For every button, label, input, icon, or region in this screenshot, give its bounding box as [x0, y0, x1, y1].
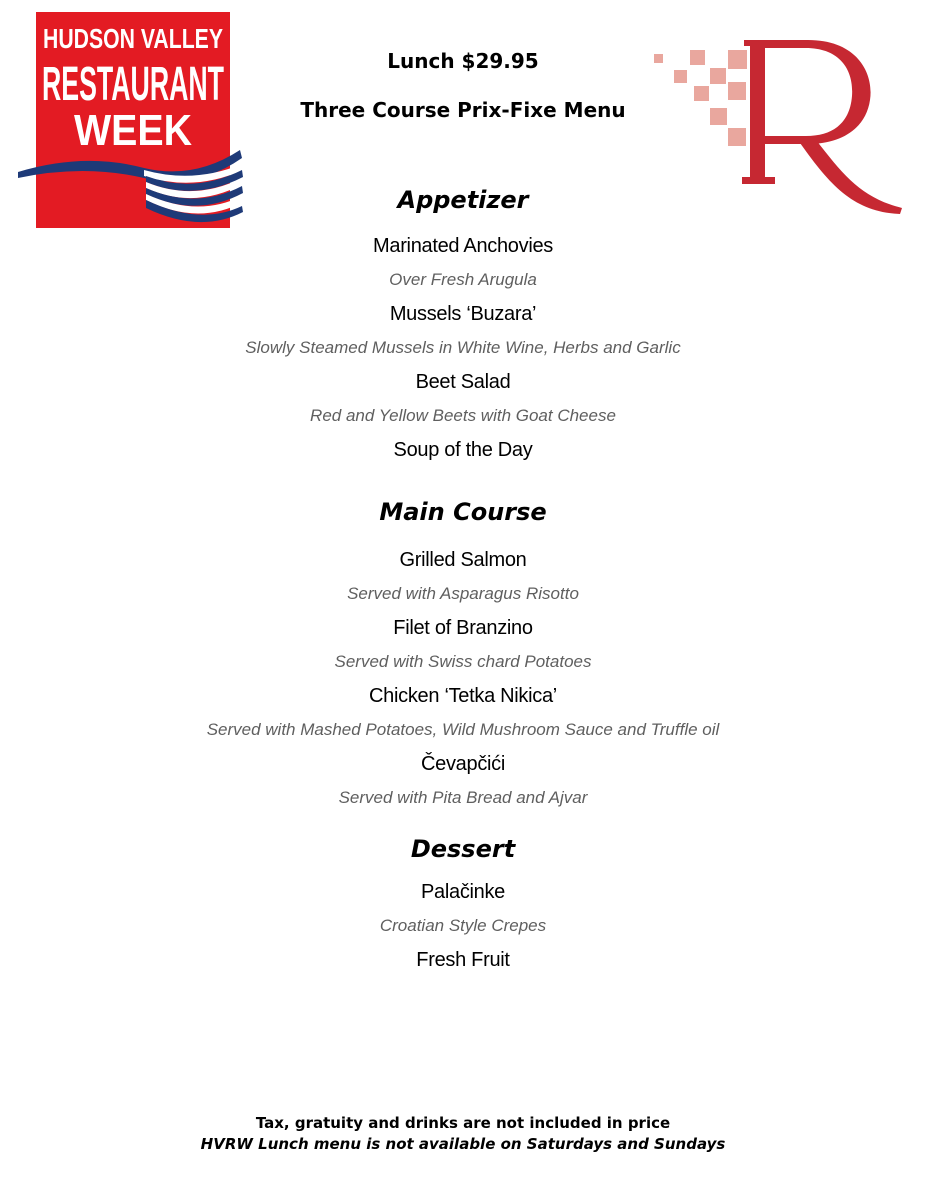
menu-item-name: Marinated Anchovies — [373, 235, 553, 257]
footer-note-pricing: Tax, gratuity and drinks are not included in price — [255, 1114, 671, 1132]
menu-item-description: Served with Mashed Potatoes, Wild Mushroom Sauce and Truffle oil — [206, 720, 720, 739]
menu-item-name: Palačinke — [420, 881, 506, 903]
menu-item-description: Served with Pita Bread and Ajvar — [338, 788, 588, 807]
section-title-appetizer: Appetizer — [397, 186, 529, 214]
menu-item-name: Mussels ‘Buzara’ — [389, 303, 537, 325]
menu-item-name: Chicken ‘Tetka Nikica’ — [369, 685, 557, 707]
logo-line-2: RESTAURANT — [42, 58, 224, 111]
menu-item-name: Soup of the Day — [393, 439, 533, 461]
logo-line-1: HUDSON VALLEY — [43, 23, 224, 54]
menu-item-description: Served with Asparagus Risotto — [347, 584, 579, 603]
menu-item-description: Served with Swiss chard Potatoes — [334, 652, 592, 671]
menu-price-heading: Lunch $29.95 — [387, 49, 539, 73]
menu-item-description: Croatian Style Crepes — [379, 916, 547, 935]
menu-item-name: Čevapčići — [421, 753, 505, 775]
menu-item-description: Slowly Steamed Mussels in White Wine, Herbs and Garlic — [245, 338, 681, 357]
menu-item-name: Fresh Fruit — [416, 949, 510, 971]
menu-item-name: Grilled Salmon — [399, 549, 527, 571]
menu-subtitle: Three Course Prix-Fixe Menu — [300, 98, 626, 122]
menu-item-name: Beet Salad — [415, 371, 511, 393]
section-title-main-course: Main Course — [379, 498, 547, 526]
logo-line-3: WEEK — [74, 106, 193, 155]
menu-item-description: Over Fresh Arugula — [389, 270, 537, 289]
menu-item-description: Red and Yellow Beets with Goat Cheese — [310, 406, 616, 425]
menu-item-name: Filet of Branzino — [393, 617, 533, 639]
footer-note-availability: HVRW Lunch menu is not available on Saturdays and Sundays — [200, 1135, 726, 1153]
section-title-dessert: Dessert — [410, 835, 516, 863]
